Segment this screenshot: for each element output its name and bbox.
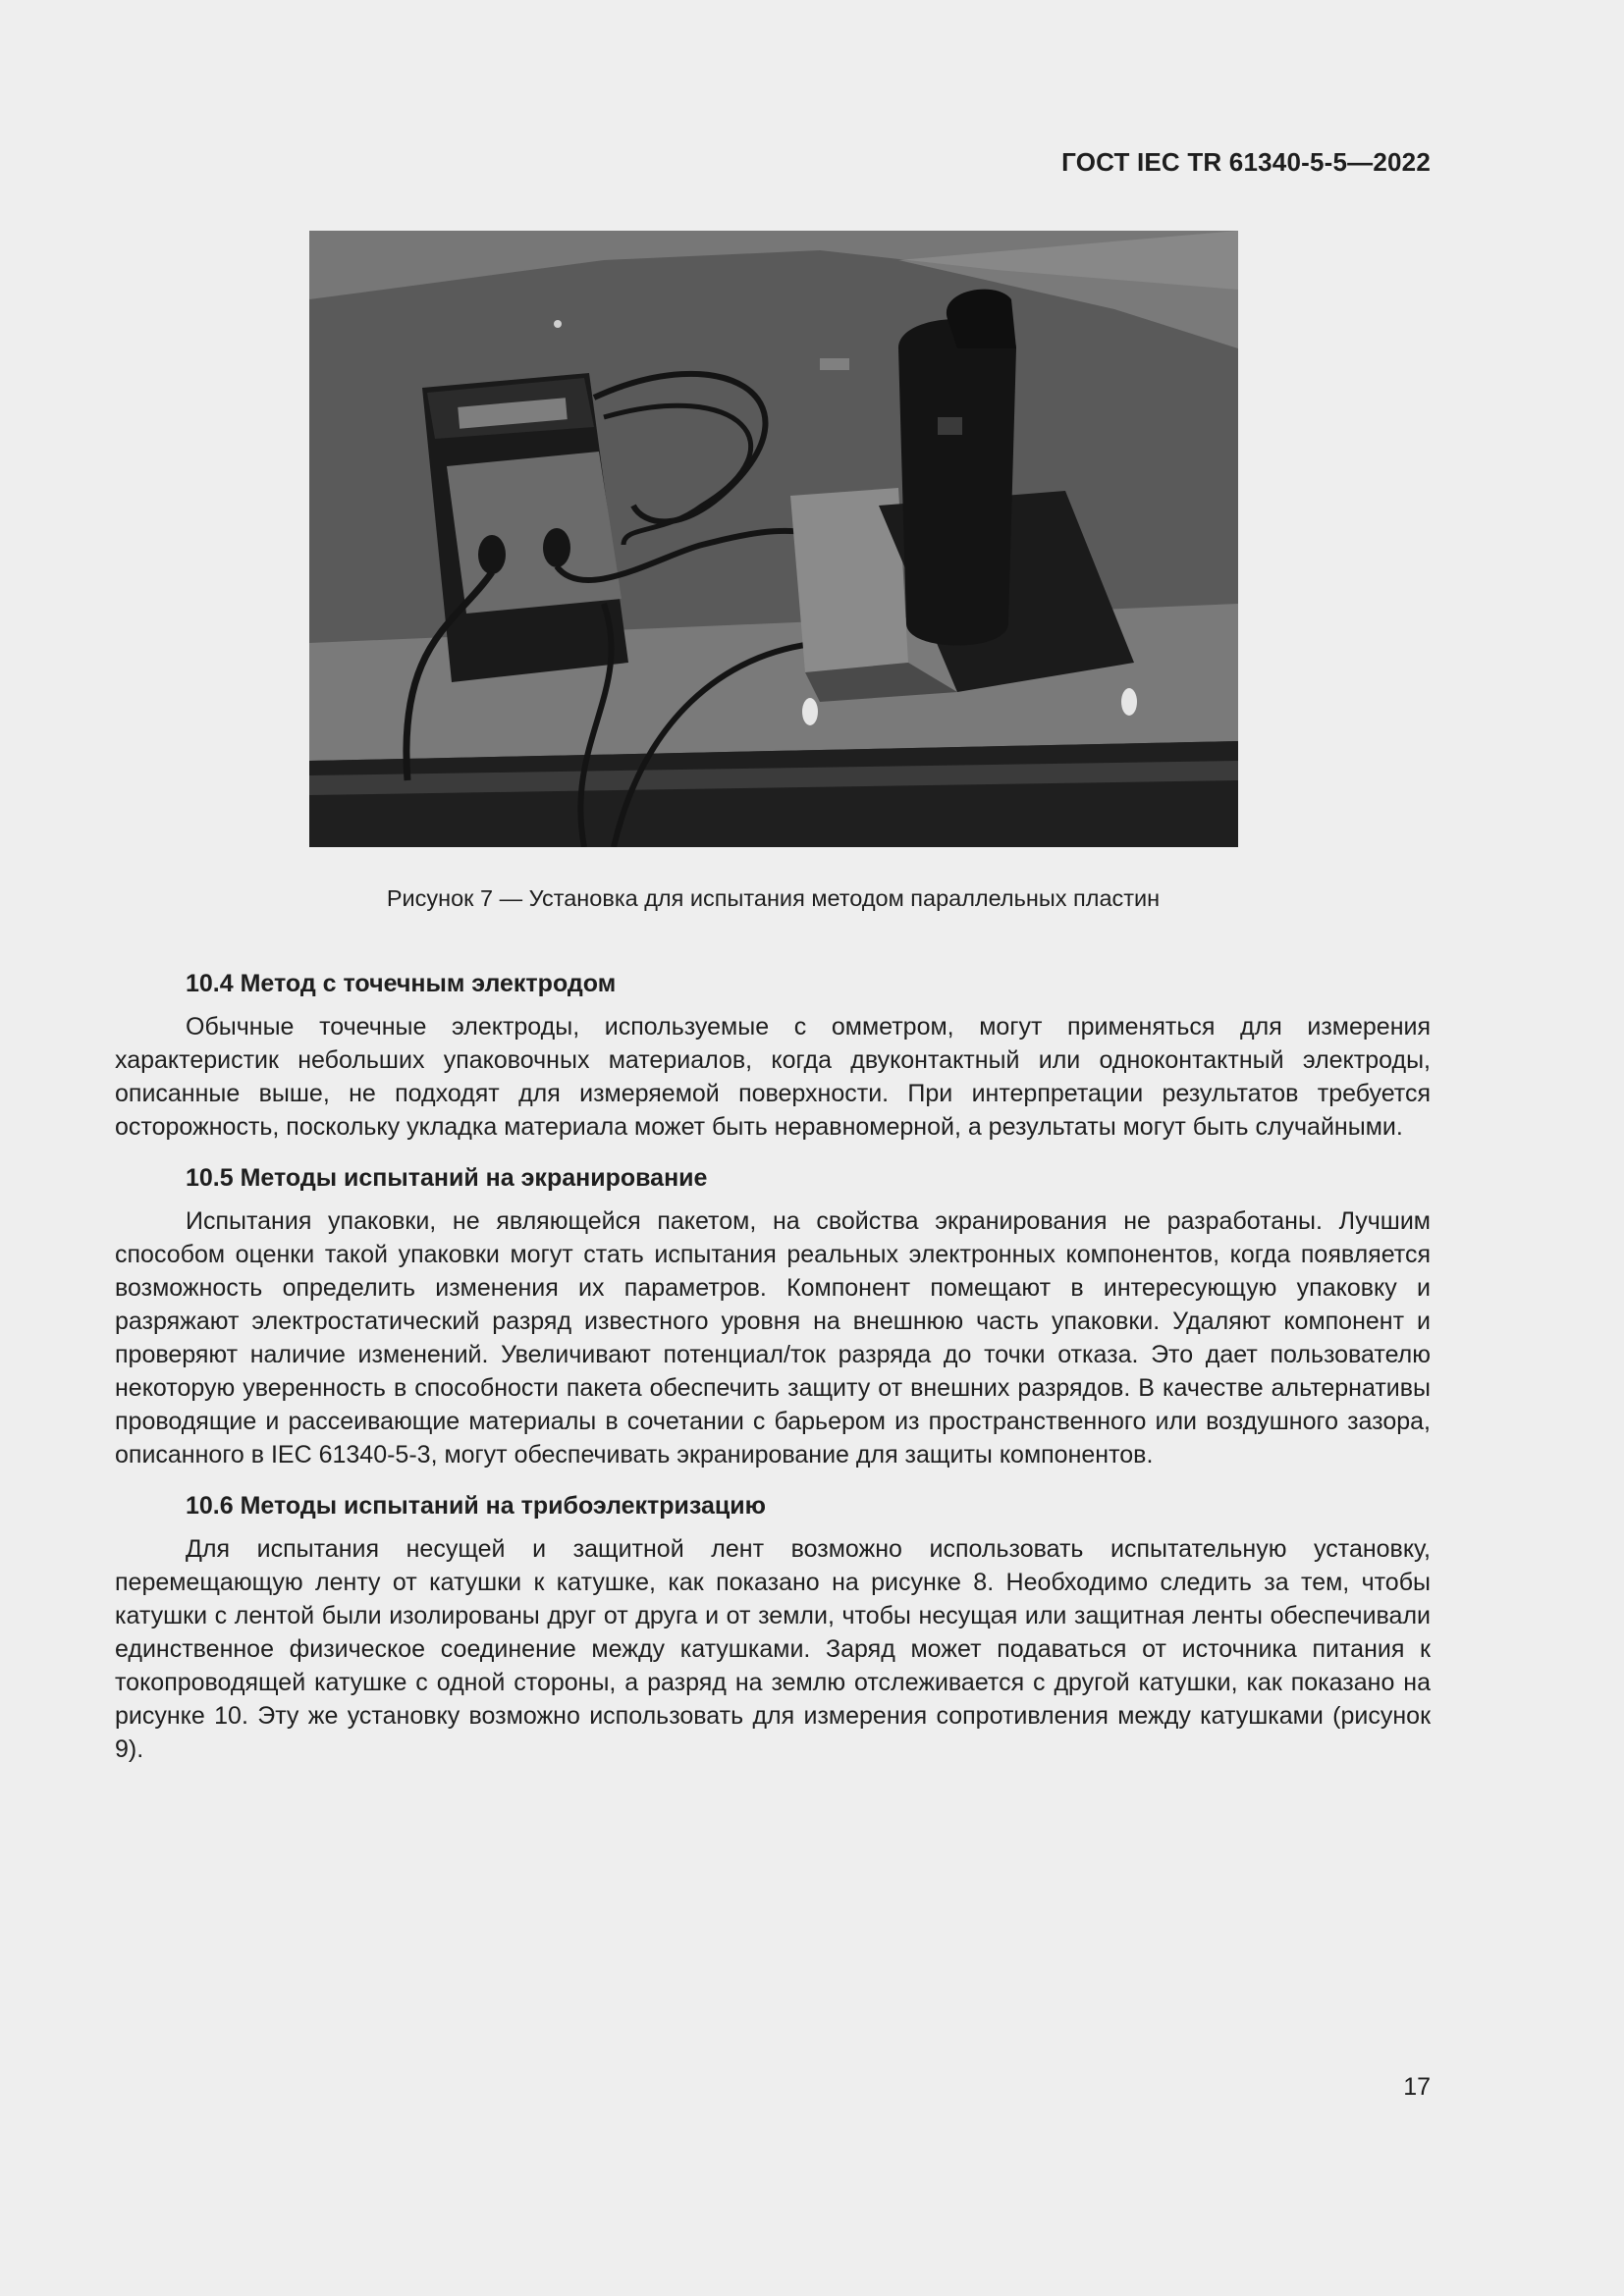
section-10-5 — [115, 1161, 1431, 1471]
test-setup-illustration — [309, 231, 1238, 847]
section-heading: 10.5 Методы испытаний на экранирование — [186, 1164, 708, 1192]
section-10-6 — [115, 1489, 1431, 1766]
section-heading: 10.6 Методы испытаний на трибоэлектризацию — [186, 1492, 767, 1520]
document-header: ГОСТ IEC TR 61340-5-5—2022 — [1061, 147, 1431, 177]
section-paragraph: Обычные точечные электроды, используемые с омметром, могут применяться для измерения характеристик небольших упаковочных материалов, когда двуконтактный или одноконтактный электроды, описанные выше, не подходят для измеряемой поверхности. При интерпретации результатов требуется осторожность, поскольку укладка материала может быть неравномерной, а результаты могут быть случайными. — [115, 1013, 1431, 1141]
page-number: 17 — [1403, 2073, 1431, 2101]
figure-caption: Рисунок 7 — Установка для испытания методом параллельных пластин — [386, 885, 1161, 911]
section-10-4 — [115, 967, 1431, 1144]
document-body — [115, 967, 1431, 1784]
section-heading: 10.4 Метод с точечным электродом — [186, 970, 617, 997]
section-paragraph: Для испытания несущей и защитной лент возможно использовать испытательную установку, перемещающую ленту от катушки к катушке, как показано на рисунке 8. Необходимо следить за тем, чтобы катушки с лентой были изолированы друг от друга и от земли, чтобы несущая или защитная ленты обеспечивали единственное физическое соединение между катушками. Заряд может подаваться от источника питания к токопроводящей катушке с одной стороны, а разряд на землю отслеживается с другой катушки, как показано на рисунке 10. Эту же установку возможно использовать для измерения сопротивления между катушками (рисунок 9). — [115, 1535, 1431, 1763]
figure-7-photo — [309, 231, 1238, 847]
section-paragraph: Испытания упаковки, не являющейся пакетом, на свойства экранирования не разработаны. Лучшим способом оценки такой упаковки могут стать испытания реальных электронных компонентов, когда появляется возможность определить изменения их параметров. Компонент помещают в интересующую упаковку и разряжают электростатический разряд известного уровня на внешнюю часть упаковки. Удаляют компонент и проверяют наличие изменений. Увеличивают потенциал/ток разряда до точки отказа. Это дает пользователю некоторую уверенность в способности пакета обеспечить защиту от внешних разрядов. В качестве альтернативы проводящие и рассеивающие материалы в сочетании с барьером из пространственного или воздушного зазора, описанного в IEC 61340-5-3, могут обеспечивать экранирование для защиты компонентов. — [115, 1207, 1431, 1468]
